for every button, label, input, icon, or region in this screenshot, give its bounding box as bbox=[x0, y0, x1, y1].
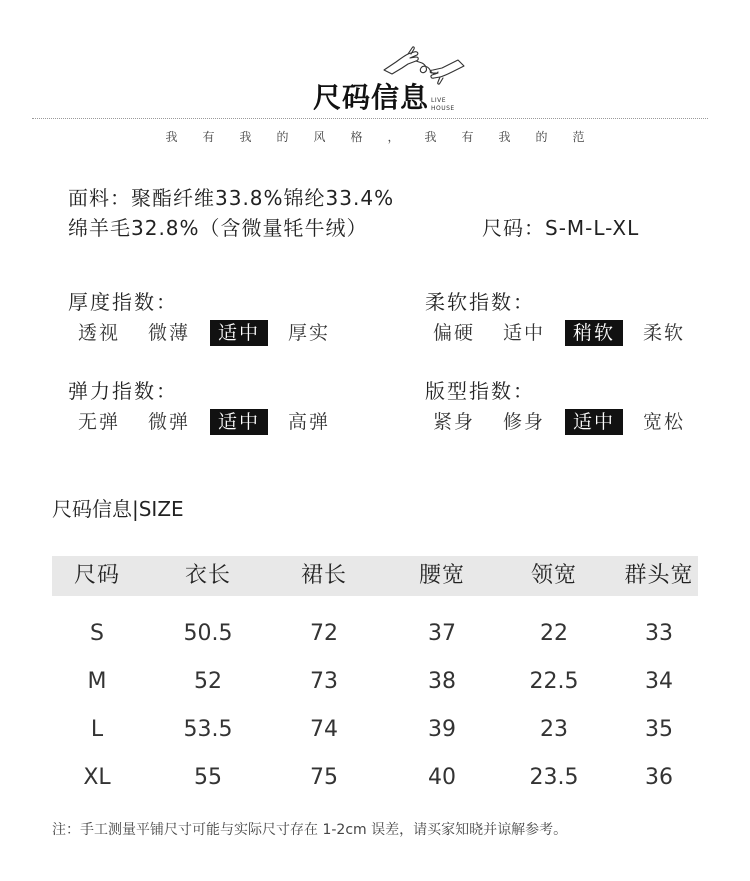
table-header-cell: 群头宽 bbox=[624, 563, 694, 588]
size-table-body bbox=[52, 0, 698, 881]
index-option-label: 微薄 bbox=[148, 322, 191, 344]
table-cell: 35 bbox=[645, 717, 673, 742]
index-option-label: 偏硬 bbox=[433, 322, 476, 344]
table-cell: 75 bbox=[310, 765, 338, 790]
slogan-char: 的 bbox=[535, 130, 548, 144]
table-cell: 50.5 bbox=[183, 621, 233, 646]
index-option-label: 透视 bbox=[78, 322, 121, 344]
index-option-label: 适中 bbox=[503, 322, 546, 344]
index-option-label: 柔软 bbox=[643, 322, 686, 344]
slogan-char: 我 bbox=[239, 130, 252, 144]
table-cell: 33 bbox=[645, 621, 673, 646]
table-cell: 55 bbox=[194, 765, 222, 790]
measurement-note: 注：手工测量平铺尺寸可能与实际尺寸存在 1-2cm 误差，请买家知晓并谅解参考。 bbox=[52, 822, 568, 838]
slogan-char: 我 bbox=[424, 130, 437, 144]
table-header-cell: 尺码 bbox=[73, 563, 120, 588]
table-cell: 40 bbox=[428, 765, 456, 790]
table-cell: 52 bbox=[194, 669, 222, 694]
table-cell: L bbox=[90, 717, 104, 742]
material-line-1: 面料：聚酯纤维33.8%锦纶33.4% bbox=[68, 186, 395, 210]
table-cell: 72 bbox=[310, 621, 338, 646]
index-option-label: 适中 bbox=[210, 320, 268, 346]
table-cell: 34 bbox=[645, 669, 673, 694]
table-cell: S bbox=[90, 621, 104, 646]
table-cell: 39 bbox=[428, 717, 456, 742]
available-sizes: 尺码：S-M-L-XL bbox=[482, 216, 640, 240]
table-header-cell: 衣长 bbox=[184, 563, 231, 588]
slogan-char: 的 bbox=[276, 130, 289, 144]
slogan-char: 有 bbox=[202, 130, 215, 144]
table-header-cell: 裙长 bbox=[300, 563, 347, 588]
table-cell: M bbox=[87, 669, 107, 694]
slogan-char: 格 bbox=[350, 130, 363, 144]
slogan-char: 有 bbox=[461, 130, 474, 144]
material-line-2: 绵羊毛32.8%（含微量牦牛绒） bbox=[68, 216, 368, 240]
slogan-char: 范 bbox=[572, 130, 585, 144]
slogan-char: 我 bbox=[498, 130, 511, 144]
live-house-mark: LIVE HOUSE bbox=[431, 97, 455, 112]
index-title: 版型指数： bbox=[425, 379, 535, 403]
index-title: 厚度指数： bbox=[68, 290, 178, 314]
table-cell: 22.5 bbox=[529, 669, 579, 694]
index-option-label: 稍软 bbox=[565, 320, 623, 346]
table-cell: 37 bbox=[428, 621, 456, 646]
index-option-label: 宽松 bbox=[643, 411, 686, 433]
index-option-label: 无弹 bbox=[78, 411, 121, 433]
table-cell: 73 bbox=[310, 669, 338, 694]
index-title: 弹力指数： bbox=[68, 379, 178, 403]
page-title: 尺码信息 bbox=[313, 81, 430, 114]
table-cell: 23 bbox=[540, 717, 568, 742]
index-option-label: 微弹 bbox=[148, 411, 191, 433]
index-title: 柔软指数： bbox=[425, 290, 535, 314]
index-option-label: 高弹 bbox=[288, 411, 331, 433]
size-table-title: 尺码信息|SIZE bbox=[52, 497, 184, 521]
table-cell: 22 bbox=[540, 621, 568, 646]
index-option-label: 适中 bbox=[210, 409, 268, 435]
table-cell: 74 bbox=[310, 717, 338, 742]
table-cell: 36 bbox=[645, 765, 673, 790]
table-header-cell: 腰宽 bbox=[418, 563, 465, 588]
index-option-label: 厚实 bbox=[288, 322, 331, 344]
slogan-char: 我 bbox=[165, 130, 178, 144]
table-cell: 38 bbox=[428, 669, 456, 694]
slogan-char: ， bbox=[387, 130, 400, 144]
table-cell: 23.5 bbox=[529, 765, 579, 790]
index-option-label: 适中 bbox=[565, 409, 623, 435]
table-cell: XL bbox=[83, 765, 111, 790]
table-header-cell: 领宽 bbox=[530, 563, 577, 588]
index-option-label: 修身 bbox=[503, 411, 546, 433]
slogan-char: 风 bbox=[313, 130, 326, 144]
index-option-label: 紧身 bbox=[433, 411, 476, 433]
table-cell: 53.5 bbox=[183, 717, 233, 742]
